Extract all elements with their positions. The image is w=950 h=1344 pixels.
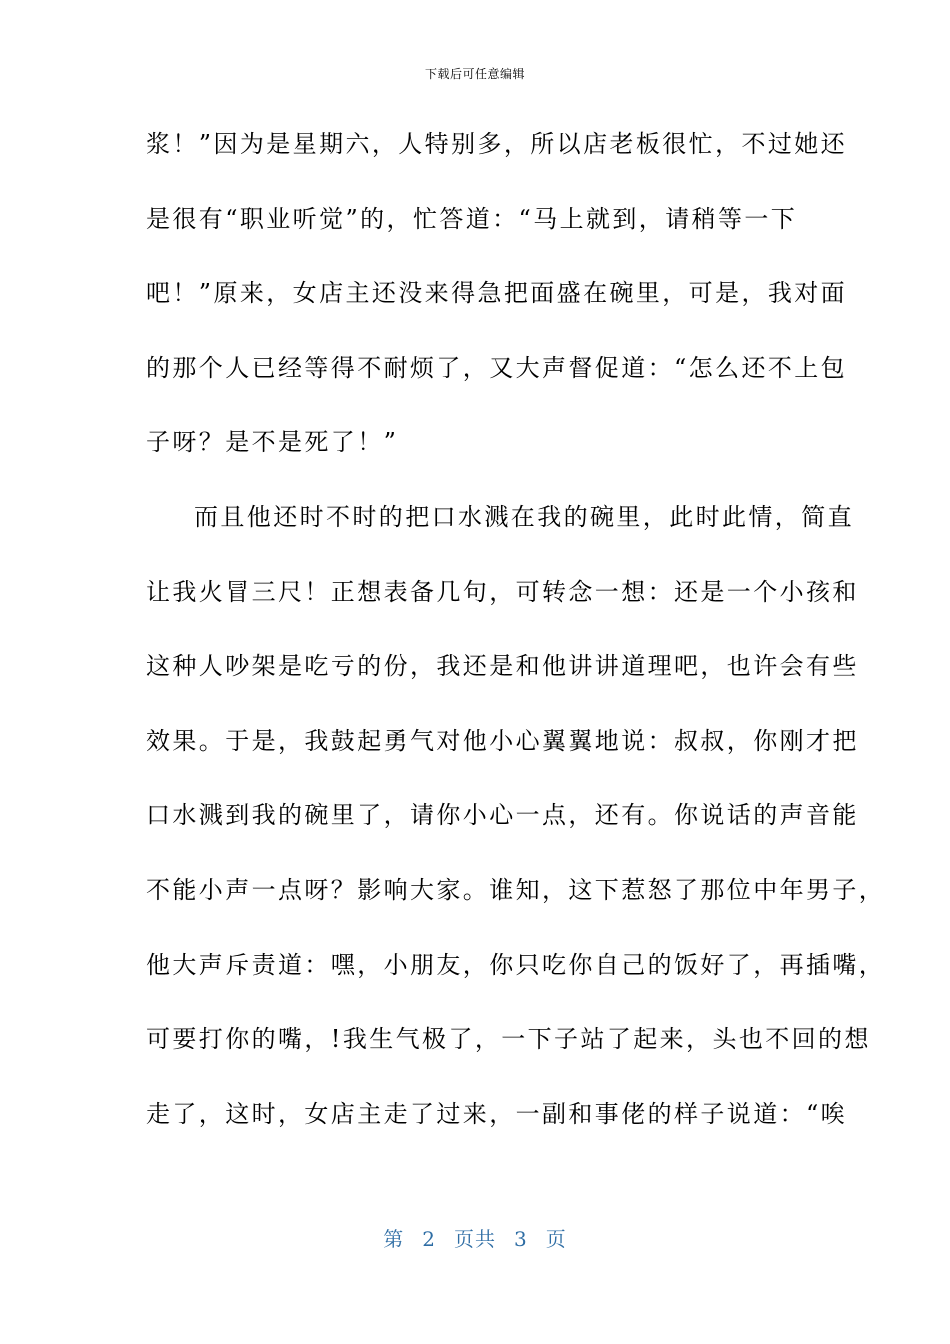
page-total-prefix: 页共 xyxy=(454,1227,496,1251)
paragraph-line: 是很有“职业听觉”的，忙答道：“马上就到，请稍等一下 xyxy=(146,204,798,233)
paragraph-line: 走了，这时，女店主走了过来，一副和事佬的样子说道：“唉 xyxy=(146,1099,848,1128)
paragraph-line: 这种人吵架是吃亏的份，我还是和他讲讲道理吧，也许会有些 xyxy=(146,652,859,681)
page-prefix: 第 xyxy=(383,1227,405,1251)
paragraph-line: 不能小声一点呀？影响大家。谁知，这下惹怒了那位中年男子， xyxy=(146,875,886,904)
paragraph-line: 子呀？是不是死了！” xyxy=(146,428,399,457)
paragraph-line: 效果。于是，我鼓起勇气对他小心翼翼地说：叔叔，你刚才把 xyxy=(146,726,859,755)
page-header: 下载后可任意编辑 xyxy=(424,67,525,81)
page-total: 3 xyxy=(514,1227,528,1251)
document-body xyxy=(146,124,886,1168)
paragraph-line: 的那个人已经等得不耐烦了，又大声督促道：“怎么还不上包 xyxy=(146,353,848,382)
paragraph-line: 他大声斥责道：嘿，小朋友，你只吃你自己的饭好了，再插嘴， xyxy=(146,950,886,979)
paragraph-line: 口水溅到我的碗里了，请你小心一点，还有。你说话的声音能 xyxy=(146,801,859,830)
paragraph-line: 浆！”因为是星期六，人特别多，所以店老板很忙，不过她还 xyxy=(146,130,848,158)
paragraph-line: 吧！”原来，女店主还没来得急把面盛在碗里，可是，我对面 xyxy=(146,279,848,308)
page-current: 2 xyxy=(422,1227,436,1251)
paragraph-line: 可要打你的嘴，!我生气极了，一下子站了起来，头也不回的想 xyxy=(146,1025,871,1054)
paragraph-line: 让我火冒三尺！正想表备几句，可转念一想：还是一个小孩和 xyxy=(146,577,859,606)
page-suffix: 页 xyxy=(545,1227,567,1251)
paragraph-first-line: 而且他还时不时的把口水溅在我的碗里，此时此情，简直 xyxy=(194,502,854,531)
page-footer xyxy=(0,1226,950,1252)
